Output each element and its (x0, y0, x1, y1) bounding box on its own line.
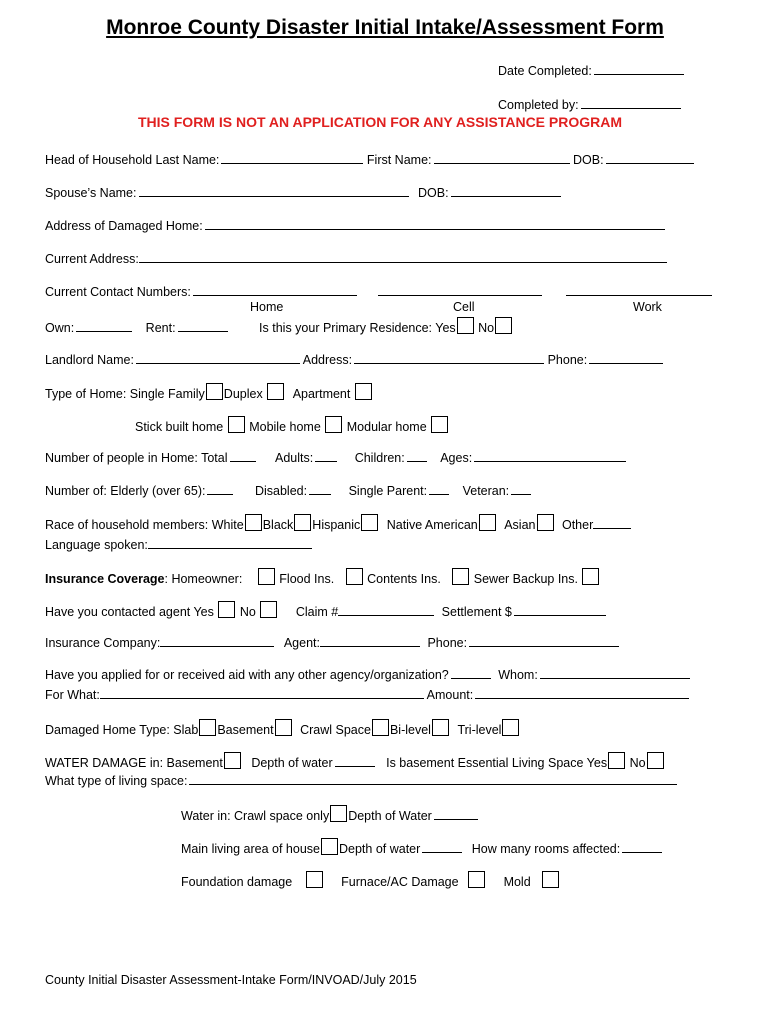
depth-water-field[interactable] (335, 754, 375, 767)
hispanic-checkbox[interactable] (361, 514, 378, 531)
race-row (45, 514, 631, 532)
apartment-label: Apartment (292, 387, 351, 401)
landlord-phone-label: Phone: (547, 353, 588, 367)
completed-by-label: Completed by: (498, 98, 579, 112)
basement-checkbox[interactable] (275, 719, 292, 736)
own-rent-row (45, 317, 513, 335)
insurance-row (45, 568, 600, 586)
insurance-coverage-label: Insurance Coverage (45, 572, 165, 586)
foundation-row (181, 871, 560, 889)
ins-phone-label: Phone: (427, 636, 468, 650)
language-row (45, 536, 312, 552)
home-caption: Home (250, 300, 284, 314)
language-field[interactable] (148, 536, 312, 549)
crawl-depth-label: Depth of Water (348, 809, 432, 823)
black-checkbox[interactable] (294, 514, 311, 531)
single-parent-field[interactable] (429, 482, 449, 495)
main-depth-label: Depth of water (338, 842, 421, 856)
foundation-label: Foundation damage (181, 875, 293, 889)
depth-water-label: Depth of water (251, 756, 333, 770)
type-home-row (45, 383, 373, 401)
cell-phone-field[interactable] (378, 283, 542, 296)
essential-living-label: Is basement Essential Living Space Yes (386, 756, 608, 770)
settlement-label: Settlement $ (441, 605, 512, 619)
hoh-last-label: Head of Household Last Name: (45, 153, 220, 167)
primary-residence-label: Is this your Primary Residence: Yes (259, 321, 456, 335)
sewer-label: Sewer Backup Ins. (473, 572, 578, 586)
bi-level-checkbox[interactable] (432, 719, 449, 736)
landlord-address-label: Address: (302, 353, 353, 367)
crawl-space-label: Crawl Space (300, 723, 371, 737)
children-field[interactable] (407, 449, 427, 462)
disabled-label: Disabled: (254, 484, 308, 498)
aid-question-label: Have you applied for or received aid with any other agency/organization? (45, 668, 449, 682)
veteran-field[interactable] (511, 482, 531, 495)
single-parent-label: Single Parent: (348, 484, 428, 498)
mold-checkbox[interactable] (542, 871, 559, 888)
flood-label: Flood Ins. (279, 572, 335, 586)
water-crawl-label: Water in: Crawl space only (181, 809, 330, 823)
contact-numbers-label: Current Contact Numbers: (45, 285, 191, 299)
primary-yes-checkbox[interactable] (457, 317, 474, 334)
landlord-row (45, 351, 663, 367)
water-crawl-checkbox[interactable] (330, 805, 347, 822)
asian-checkbox[interactable] (537, 514, 554, 531)
white-checkbox[interactable] (245, 514, 262, 531)
crawl-water-row (181, 805, 478, 823)
people-row (45, 449, 626, 465)
tri-level-label: Tri-level (457, 723, 502, 737)
spouse-dob-field[interactable] (451, 184, 561, 197)
total-field[interactable] (230, 449, 256, 462)
footer-text: County Initial Disaster Assessment-Intake Form/INVOAD/July 2015 (45, 973, 417, 987)
disabled-field[interactable] (309, 482, 331, 495)
essential-no-label: No (629, 756, 646, 770)
date-completed-field[interactable] (594, 62, 684, 75)
rooms-affected-field[interactable] (622, 840, 662, 853)
duplex-label: Duplex (223, 387, 263, 401)
landlord-phone-field[interactable] (589, 351, 663, 364)
ages-label: Ages: (440, 451, 473, 465)
white-label: Race of household members: White (45, 518, 244, 532)
contact-numbers-row (45, 283, 712, 299)
tri-level-checkbox[interactable] (502, 719, 519, 736)
dob-label: DOB: (572, 153, 604, 167)
essential-yes-checkbox[interactable] (608, 752, 625, 769)
insurance-company-row (45, 634, 619, 650)
single-family-checkbox[interactable] (206, 383, 223, 400)
total-label: Number of people in Home: Total (45, 451, 228, 465)
foundation-checkbox[interactable] (306, 871, 323, 888)
modular-home-checkbox[interactable] (431, 416, 448, 433)
own-field[interactable] (76, 319, 132, 332)
duplex-checkbox[interactable] (267, 383, 284, 400)
agent-contact-row (45, 601, 606, 619)
adults-field[interactable] (315, 449, 337, 462)
single-family-label: Type of Home: Single Family (45, 387, 205, 401)
adults-label: Adults: (275, 451, 314, 465)
claim-field[interactable] (338, 603, 434, 616)
for-what-field[interactable] (100, 686, 424, 699)
current-address-label: Current Address: (45, 252, 139, 266)
whom-label: Whom: (498, 668, 538, 682)
damaged-address-label: Address of Damaged Home: (45, 219, 203, 233)
rooms-affected-label: How many rooms affected: (471, 842, 621, 856)
elderly-field[interactable] (207, 482, 233, 495)
work-caption: Work (633, 300, 662, 314)
landlord-field[interactable] (136, 351, 300, 364)
home-phone-field[interactable] (193, 283, 357, 296)
landlord-address-field[interactable] (354, 351, 544, 364)
ages-field[interactable] (474, 449, 626, 462)
amount-field[interactable] (475, 686, 689, 699)
basement-label: Basement (217, 723, 274, 737)
ins-company-field[interactable] (160, 634, 274, 647)
completed-by-row (498, 96, 681, 112)
language-label: Language spoken: (45, 538, 148, 552)
work-phone-field[interactable] (566, 283, 712, 296)
notice-banner: THIS FORM IS NOT AN APPLICATION FOR ANY ASSISTANCE PROGRAM (137, 114, 623, 130)
for-what-row (45, 686, 689, 702)
water-damage-row (45, 752, 665, 770)
other-label: Other (561, 518, 594, 532)
asian-label: Asian (504, 518, 536, 532)
slab-label: Damaged Home Type: Slab (45, 723, 199, 737)
bi-level-label: Bi-level (389, 723, 431, 737)
landlord-label: Landlord Name: (45, 353, 134, 367)
homeowner-checkbox[interactable] (258, 568, 275, 585)
first-name-field[interactable] (434, 151, 570, 164)
damaged-type-row (45, 719, 520, 737)
amount-label: Amount: (426, 688, 474, 702)
black-label: Black (262, 518, 294, 532)
primary-no-checkbox[interactable] (495, 317, 512, 334)
mobile-home-checkbox[interactable] (325, 416, 342, 433)
date-completed-label: Date Completed: (498, 64, 592, 78)
contacted-no-checkbox[interactable] (260, 601, 277, 618)
water-basement-checkbox[interactable] (224, 752, 241, 769)
damaged-address-field[interactable] (205, 217, 665, 230)
mold-label: Mold (503, 875, 531, 889)
water-basement-label: WATER DAMAGE in: Basement (45, 756, 223, 770)
sewer-checkbox[interactable] (582, 568, 599, 585)
contacted-no-label: No (239, 605, 256, 619)
main-living-label: Main living area of house (181, 842, 320, 856)
claim-label: Claim # (295, 605, 339, 619)
living-space-type-field[interactable] (189, 772, 677, 785)
living-space-type-label: What type of living space: (45, 774, 188, 788)
date-completed-row (498, 62, 684, 78)
living-space-type-row (45, 772, 677, 788)
spouse-row (45, 184, 561, 200)
dob-field[interactable] (606, 151, 694, 164)
apartment-checkbox[interactable] (355, 383, 372, 400)
aid-answer-field[interactable] (451, 666, 491, 679)
main-living-row (181, 838, 662, 856)
spouse-dob-label: DOB: (417, 186, 449, 200)
essential-no-checkbox[interactable] (647, 752, 664, 769)
aid-row (45, 666, 690, 682)
contacted-agent-label: Have you contacted agent Yes (45, 605, 214, 619)
native-american-checkbox[interactable] (479, 514, 496, 531)
agent-field[interactable] (320, 634, 420, 647)
homeowner-label: : Homeowner: (164, 572, 243, 586)
primary-no-label: No (478, 321, 495, 335)
contacted-yes-checkbox[interactable] (218, 601, 235, 618)
head-of-household-row (45, 151, 694, 167)
main-depth-field[interactable] (422, 840, 462, 853)
slab-checkbox[interactable] (199, 719, 216, 736)
stick-built-checkbox[interactable] (228, 416, 245, 433)
completed-by-field[interactable] (581, 96, 681, 109)
cell-caption: Cell (453, 300, 475, 314)
damaged-address-row (45, 217, 665, 233)
ins-phone-field[interactable] (469, 634, 619, 647)
crawl-depth-field[interactable] (434, 807, 478, 820)
hispanic-label: Hispanic (312, 518, 361, 532)
agent-label: Agent: (283, 636, 320, 650)
modular-home-label: Modular home (346, 420, 427, 434)
own-label: Own: (45, 321, 75, 335)
contents-checkbox[interactable] (452, 568, 469, 585)
current-address-row (45, 250, 667, 266)
main-living-checkbox[interactable] (321, 838, 338, 855)
children-label: Children: (354, 451, 405, 465)
native-american-label: Native American (386, 518, 478, 532)
form-title: Monroe County Disaster Initial Intake/Assessment Form (106, 16, 664, 39)
spouse-field[interactable] (139, 184, 409, 197)
rent-label: Rent: (145, 321, 176, 335)
for-what-label: For What: (45, 688, 100, 702)
stick-built-label: Stick built home (135, 420, 224, 434)
furnace-label: Furnace/AC Damage (341, 875, 459, 889)
contents-label: Contents Ins. (367, 572, 441, 586)
other-field[interactable] (593, 516, 631, 529)
flood-checkbox[interactable] (346, 568, 363, 585)
settlement-field[interactable] (514, 603, 606, 616)
crawl-space-checkbox[interactable] (372, 719, 389, 736)
construction-row (135, 416, 449, 434)
veteran-label: Veteran: (462, 484, 510, 498)
furnace-checkbox[interactable] (468, 871, 485, 888)
first-name-label: First Name: (366, 153, 432, 167)
number-of-row (45, 482, 531, 498)
hoh-last-field[interactable] (221, 151, 363, 164)
ins-company-label: Insurance Company: (45, 636, 161, 650)
spouse-label: Spouse’s Name: (45, 186, 137, 200)
rent-field[interactable] (178, 319, 228, 332)
current-address-field[interactable] (139, 250, 667, 263)
mobile-home-label: Mobile home (249, 420, 321, 434)
elderly-label: Number of: Elderly (over 65): (45, 484, 206, 498)
whom-field[interactable] (540, 666, 690, 679)
